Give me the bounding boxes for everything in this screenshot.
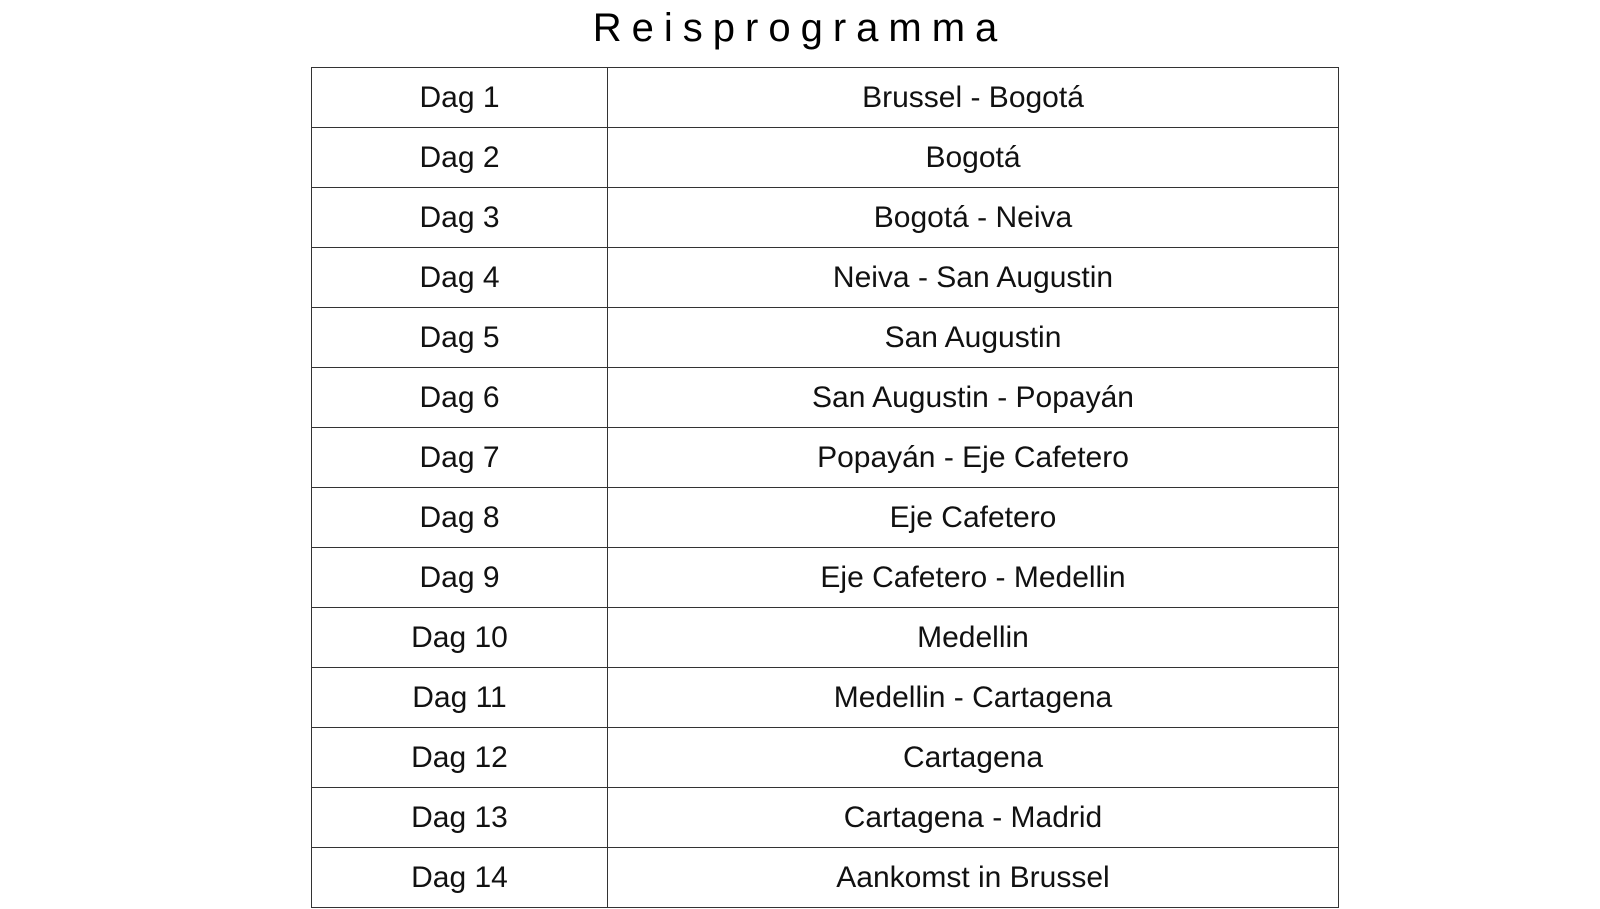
route-cell: Medellin [608, 608, 1339, 668]
day-cell: Dag 7 [312, 428, 608, 488]
table-row [312, 188, 1339, 248]
route-cell: Bogotá - Neiva [608, 188, 1339, 248]
day-cell: Dag 2 [312, 128, 608, 188]
table-row [312, 128, 1339, 188]
route-cell: Medellin - Cartagena [608, 668, 1339, 728]
page-title: Reisprogramma [592, 6, 1008, 50]
table-row [312, 608, 1339, 668]
table-row [312, 368, 1339, 428]
route-cell: Popayán - Eje Cafetero [608, 428, 1339, 488]
day-cell: Dag 8 [312, 488, 608, 548]
day-cell: Dag 6 [312, 368, 608, 428]
route-cell: Neiva - San Augustin [608, 248, 1339, 308]
day-cell: Dag 1 [312, 68, 608, 128]
route-cell: Aankomst in Brussel [608, 848, 1339, 908]
route-cell: San Augustin - Popayán [608, 368, 1339, 428]
day-cell: Dag 12 [312, 728, 608, 788]
route-cell: Eje Cafetero [608, 488, 1339, 548]
route-cell: Brussel - Bogotá [608, 68, 1339, 128]
table-row [312, 68, 1339, 128]
day-cell: Dag 5 [312, 308, 608, 368]
table-row [312, 548, 1339, 608]
day-cell: Dag 10 [312, 608, 608, 668]
table-row [312, 428, 1339, 488]
itinerary-table [311, 67, 1339, 908]
table-row [312, 788, 1339, 848]
route-cell: Eje Cafetero - Medellin [608, 548, 1339, 608]
route-cell: Cartagena - Madrid [608, 788, 1339, 848]
day-cell: Dag 14 [312, 848, 608, 908]
route-cell: Cartagena [608, 728, 1339, 788]
table-row [312, 248, 1339, 308]
day-cell: Dag 3 [312, 188, 608, 248]
day-cell: Dag 9 [312, 548, 608, 608]
table-row [312, 488, 1339, 548]
day-cell: Dag 4 [312, 248, 608, 308]
itinerary-table-body [312, 68, 1339, 908]
route-cell: Bogotá [608, 128, 1339, 188]
table-row [312, 728, 1339, 788]
table-row [312, 668, 1339, 728]
day-cell: Dag 11 [312, 668, 608, 728]
table-row [312, 308, 1339, 368]
day-cell: Dag 13 [312, 788, 608, 848]
table-row [312, 848, 1339, 908]
route-cell: San Augustin [608, 308, 1339, 368]
